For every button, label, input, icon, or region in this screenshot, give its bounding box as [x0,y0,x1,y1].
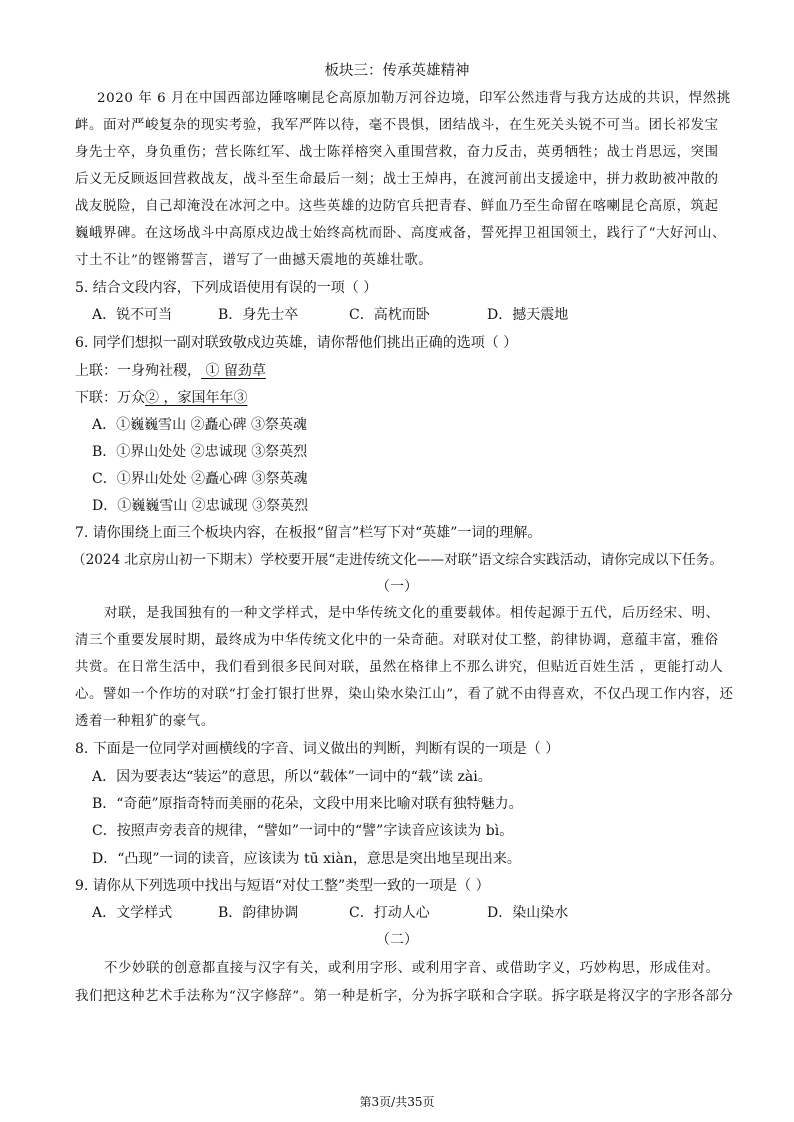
option-d[interactable]: D．①巍巍雪山 ②忠诚现 ③祭英烈 [92,498,309,514]
page-number-footer: 第3页/共35页 [359,1095,435,1109]
couplet-lower [75,389,247,407]
option-a[interactable]: A．锐不可当 [92,307,173,323]
couplet-lower-label: 下联：万众 [75,390,145,406]
option-b[interactable]: B．①界山处处 ②忠诚现 ③祭英烈 [92,444,308,460]
option-d[interactable]: D．撼天震地 [487,307,569,323]
option-c[interactable]: C．①界山处处 ②矗心碑 ③祭英魂 [92,471,308,487]
paragraph-line: 2020 年 6 月在中国西部边陲喀喇昆仑高原加勒万河谷边境，印军公然违背与我方达成的共识，悍然挑 [97,91,731,106]
question-8-stem: 8. 下面是一位同学对画横线的字音、词义做出的判断，判断有误的一项是（ ） [75,741,560,757]
paragraph-line: 不少妙联的创意都直接与汉字有关，或利用字形、或利用字音、或借助字义，巧妙构思，形成佳对。 [104,961,720,976]
section-title: 板块三：传承英雄精神 [324,63,470,79]
option-c[interactable]: C．高枕而卧 [349,307,430,323]
option-a[interactable]: A．因为要表达“装运”的意思，所以“载体”一词中的“载”读 zài。 [92,769,492,785]
option-b[interactable]: B．“奇葩”原指奇特而美丽的花朵，文段中用来比喻对联有独特魅力。 [92,796,523,812]
paragraph-line: 清三个重要发展时期，最终成为中华传统文化中的一朵奇葩。对联对仗工整，韵律协调，意蕴丰富，雅俗 [75,633,719,648]
option-c[interactable]: C．按照声旁表音的规律，“譬如”一词中的“譬”字读音应该读为 bì。 [92,823,514,839]
question-9-stem: 9. 请你从下列选项中找出与短语“对仗工整”类型一致的一项是（ ） [75,878,490,894]
paragraph-line: 共赏。在日常生活中，我们看到很多民间对联，虽然在格律上不那么讲究，但贴近百姓生活 ，更能打动人 [75,660,724,675]
question-7-stem: 7. 请你围绕上面三个板块内容，在板报“留言”栏写下对“英雄”一词的理解。 [75,525,542,541]
option-c[interactable]: C．打动人心 [349,905,430,921]
couplet-upper-label: 上联：一身殉社稷， [75,363,201,379]
part-2-heading: （二） [376,932,418,948]
option-b[interactable]: B．身先士卒 [218,307,299,323]
paragraph-line: 心。譬如一个作坊的对联“打金打银打世界，染山染水染江山”，看了就不由得喜欢，不仅凸现工作内容，还 [75,687,734,702]
paragraph-line: 衅。面对严峻复杂的现实考验，我军严阵以待，毫不畏惧，团结战斗，在生死关头锐不可当。团长祁发宝 [75,118,719,133]
paragraph-line: 对联，是我国独有的一种文学样式，是中华传统文化的重要载体。相传起源于五代，后历经宋、明、 [104,606,720,621]
part-1-heading: （一） [376,579,418,595]
couplet-lower-blank: ② ，家国年年③ [145,390,248,406]
option-a[interactable]: A．①巍巍雪山 ②矗心碑 ③祭英魂 [92,417,308,433]
couplet-upper [75,362,266,380]
question-6-stem: 6. 同学们想拟一副对联致敬戍边英雄，请你帮他们挑出正确的选项（ ） [75,335,518,351]
paragraph-line: 透着一种粗犷的豪气。 [75,714,215,729]
option-a[interactable]: A．文学样式 [92,905,173,921]
paragraph-line: 后义无反顾返回营救战友，战斗至生命最后一刻；战士王焯冉，在渡河前出支援途中，拼力救助被冲散的 [75,172,719,187]
paragraph-line: 巍峨界碑。在这场战斗中高原戍边战士始终高枕而卧、高度戒备，誓死捍卫祖国领土，践行了“大好河山、 [75,226,727,241]
couplet-upper-blank: ① 留劲草 [201,363,266,379]
option-d[interactable]: D．染山染水 [487,905,569,921]
activity-intro: （2024 北京房山初一下期末）学校要开展“走进传统文化——对联”语文综合实践活动，请你完成以下任务。 [72,552,723,568]
paragraph-line: 我们把这种艺术手法称为“汉字修辞”。第一种是析字，分为拆字联和合字联。拆字联是将汉字的字形各部分 [75,989,734,1004]
paragraph-line: 身先士卒，身负重伤；营长陈红军、战士陈祥榕突入重围营救，奋力反击，英勇牺牲；战士肖思远，突围 [75,145,719,160]
paragraph-line: 战友脱险，自己却淹没在冰河之中。这些英雄的边防官兵把青春、鲜血乃至生命留在喀喇昆仑高原，筑起 [75,199,719,214]
paragraph-line: 寸土不让”的铿锵誓言，谱写了一曲撼天震地的英雄壮歌。 [75,253,433,268]
question-5-stem: 5. 结合文段内容，下列成语使用有误的一项（ ） [75,280,378,296]
option-d[interactable]: D．“凸现”一词的读音，应该读为 tū xiàn，意思是突出地呈现出来。 [92,851,521,867]
option-b[interactable]: B．韵律协调 [218,905,299,921]
